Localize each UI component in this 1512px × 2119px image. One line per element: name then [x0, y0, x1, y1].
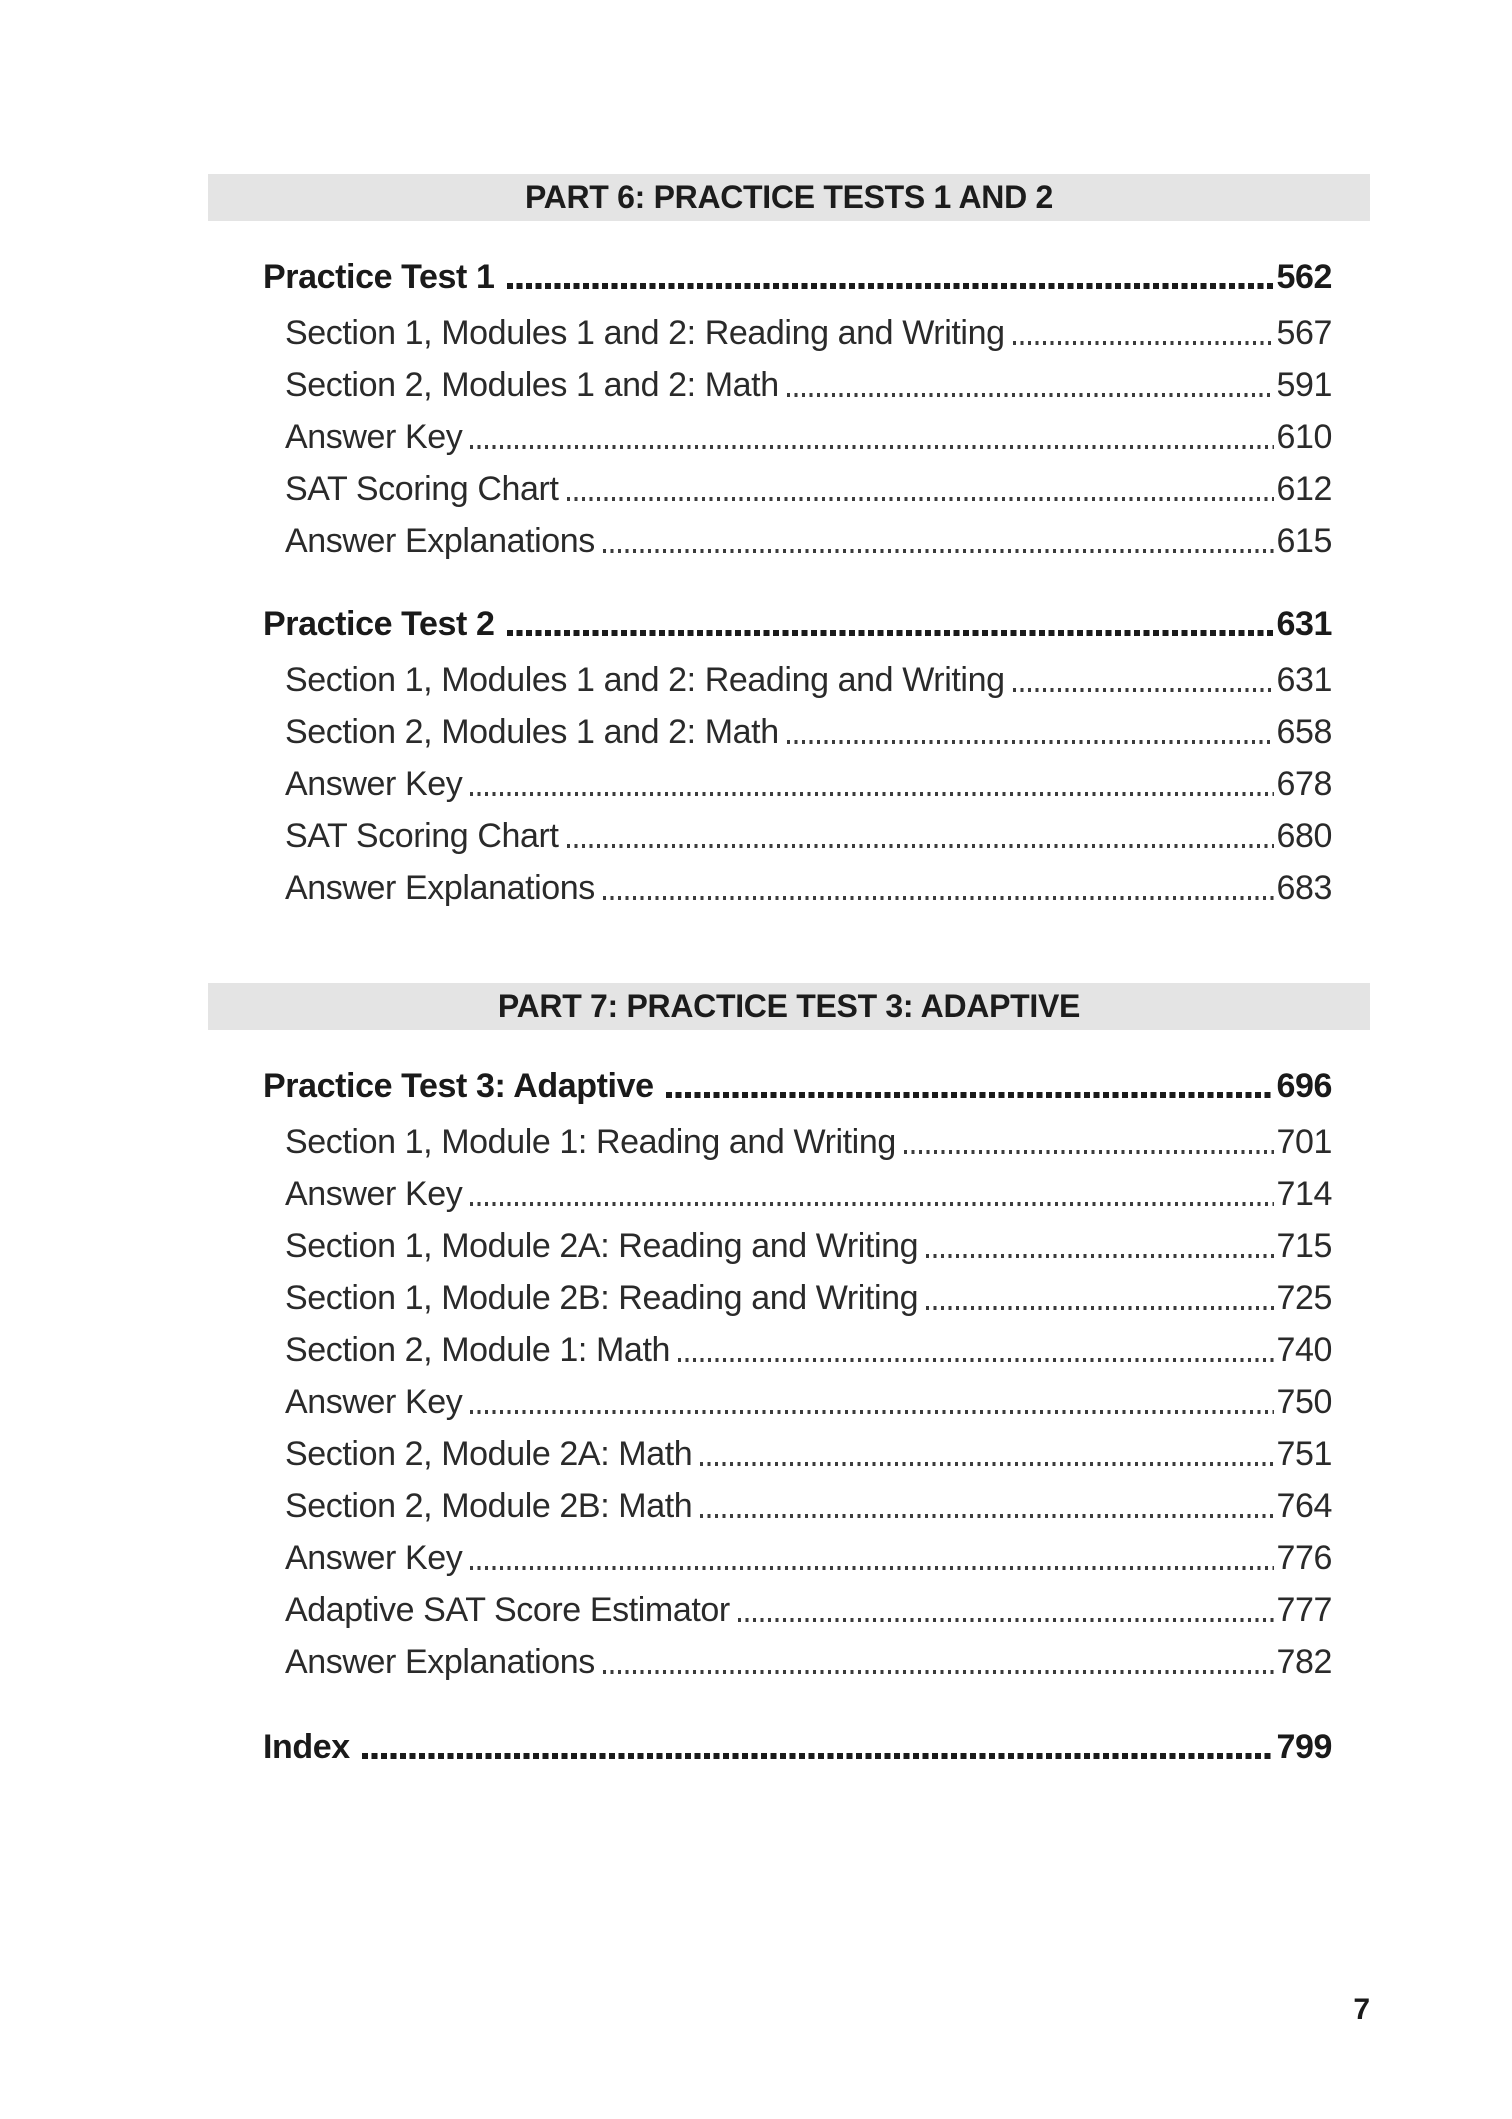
toc-entry	[208, 1382, 1332, 1422]
folio-page-number: 7	[1353, 1993, 1370, 2026]
part7-header-bar	[208, 983, 1370, 1030]
toc-entry	[208, 1642, 1332, 1682]
part7-header-title: PART 7: PRACTICE TEST 3: ADAPTIVE	[497, 988, 1081, 1024]
toc-entry-page: 591	[1276, 366, 1332, 404]
dot-leader	[926, 1306, 1274, 1310]
toc-entry	[208, 816, 1332, 856]
part6-header-title: PART 6: PRACTICE TESTS 1 AND 2	[525, 179, 1053, 215]
dot-leader	[470, 445, 1274, 449]
toc-entry	[208, 1122, 1332, 1162]
dot-leader	[603, 549, 1275, 553]
toc-entry-index	[208, 1727, 1332, 1767]
toc-entry	[208, 1330, 1332, 1370]
dot-leader	[603, 896, 1275, 900]
toc-entry-page: 562	[1276, 258, 1332, 296]
dot-leader	[603, 1670, 1275, 1674]
dot-leader	[567, 497, 1275, 501]
toc-entry-page: 776	[1276, 1539, 1332, 1577]
dot-leader	[470, 1566, 1274, 1570]
dot-leader	[666, 1092, 1275, 1098]
toc-entry-page: 615	[1276, 522, 1332, 560]
dot-leader	[738, 1618, 1275, 1622]
toc-entry-page: 740	[1276, 1331, 1332, 1369]
dot-leader	[507, 630, 1275, 636]
toc-entry	[208, 1486, 1332, 1526]
toc-entry-practice-test-1	[208, 257, 1332, 297]
toc-entry-page: 658	[1276, 713, 1332, 751]
toc-entry-label: Section 2, Module 2A: Math	[285, 1435, 693, 1473]
toc-entry-label: Adaptive SAT Score Estimator	[285, 1591, 730, 1629]
toc-entry-label: Practice Test 3: Adaptive	[263, 1067, 654, 1105]
toc-entry-page: 799	[1276, 1728, 1332, 1766]
toc-entry-label: Answer Key	[285, 1175, 463, 1213]
toc-entry-page: 782	[1276, 1643, 1332, 1681]
toc-entry	[208, 764, 1332, 804]
toc-entry-page: 764	[1276, 1487, 1332, 1525]
dot-leader	[507, 283, 1275, 289]
toc-entry-page: 750	[1276, 1383, 1332, 1421]
toc-entry-page: 680	[1276, 817, 1332, 855]
dot-leader	[1013, 341, 1275, 345]
toc-entry-page: 696	[1276, 1067, 1332, 1105]
dot-leader	[470, 1202, 1274, 1206]
toc-entry	[208, 1226, 1332, 1266]
toc-entry-label: SAT Scoring Chart	[285, 470, 559, 508]
dot-leader	[1013, 688, 1275, 692]
toc-entry-page: 567	[1276, 314, 1332, 352]
toc-entry-label: Section 1, Module 1: Reading and Writing	[285, 1123, 896, 1161]
toc-entry	[208, 469, 1332, 509]
toc-entry-label: Answer Key	[285, 1383, 463, 1421]
toc-entry-label: Section 2, Modules 1 and 2: Math	[285, 366, 779, 404]
toc-entry-label: Answer Explanations	[285, 869, 595, 907]
toc-entry-label: Answer Key	[285, 765, 463, 803]
toc-entry-label: Answer Explanations	[285, 1643, 595, 1681]
toc-entry-label: Answer Key	[285, 418, 463, 456]
toc-entry-page: 610	[1276, 418, 1332, 456]
dot-leader	[362, 1753, 1275, 1759]
toc-entry	[208, 1278, 1332, 1318]
toc-entry-label: Section 2, Module 2B: Math	[285, 1487, 693, 1525]
toc-entry-practice-test-2	[208, 604, 1332, 644]
dot-leader	[700, 1514, 1274, 1518]
dot-leader	[700, 1462, 1274, 1466]
toc-entry-label: Answer Explanations	[285, 522, 595, 560]
dot-leader	[787, 393, 1275, 397]
dot-leader	[787, 740, 1275, 744]
toc-entry-page: 725	[1276, 1279, 1332, 1317]
toc-entry	[208, 521, 1332, 561]
toc-entry-label: Section 1, Modules 1 and 2: Reading and Writing	[285, 661, 1005, 699]
toc-entry-page: 678	[1276, 765, 1332, 803]
toc-entry-page: 777	[1276, 1591, 1332, 1629]
toc-entry-page: 715	[1276, 1227, 1332, 1265]
toc-entry-label: Index	[263, 1728, 350, 1766]
toc-entry	[208, 417, 1332, 457]
dot-leader	[567, 844, 1275, 848]
dot-leader	[926, 1254, 1274, 1258]
toc-entry-page: 714	[1276, 1175, 1332, 1213]
toc-entry-label: Answer Key	[285, 1539, 463, 1577]
toc-entry	[208, 868, 1332, 908]
toc-entry-label: Practice Test 1	[263, 258, 495, 296]
toc-entry-label: Section 1, Modules 1 and 2: Reading and Writing	[285, 314, 1005, 352]
dot-leader	[678, 1358, 1274, 1362]
part6-header-bar	[208, 174, 1370, 221]
toc-entry	[208, 313, 1332, 353]
toc-entry-page: 751	[1276, 1435, 1332, 1473]
toc-entry-label: Practice Test 2	[263, 605, 495, 643]
toc-entry-page: 631	[1276, 661, 1332, 699]
toc-entry-page: 683	[1276, 869, 1332, 907]
toc-entry	[208, 365, 1332, 405]
toc-entry-practice-test-3	[208, 1066, 1332, 1106]
dot-leader	[470, 792, 1274, 796]
toc-entry-label: Section 1, Module 2B: Reading and Writing	[285, 1279, 919, 1317]
toc-entry-page: 631	[1276, 605, 1332, 643]
toc-entry	[208, 1590, 1332, 1630]
toc-entry	[208, 1538, 1332, 1578]
toc-entry	[208, 660, 1332, 700]
toc-entry-label: Section 2, Module 1: Math	[285, 1331, 671, 1369]
toc-entry-label: Section 1, Module 2A: Reading and Writing	[285, 1227, 919, 1265]
toc-entry-label: Section 2, Modules 1 and 2: Math	[285, 713, 779, 751]
toc-entry	[208, 1434, 1332, 1474]
toc-entry-label: SAT Scoring Chart	[285, 817, 559, 855]
toc-entry-page: 612	[1276, 470, 1332, 508]
dot-leader	[470, 1410, 1274, 1414]
toc-entry-page: 701	[1276, 1123, 1332, 1161]
toc-entry	[208, 1174, 1332, 1214]
toc-entry	[208, 712, 1332, 752]
dot-leader	[904, 1150, 1275, 1154]
